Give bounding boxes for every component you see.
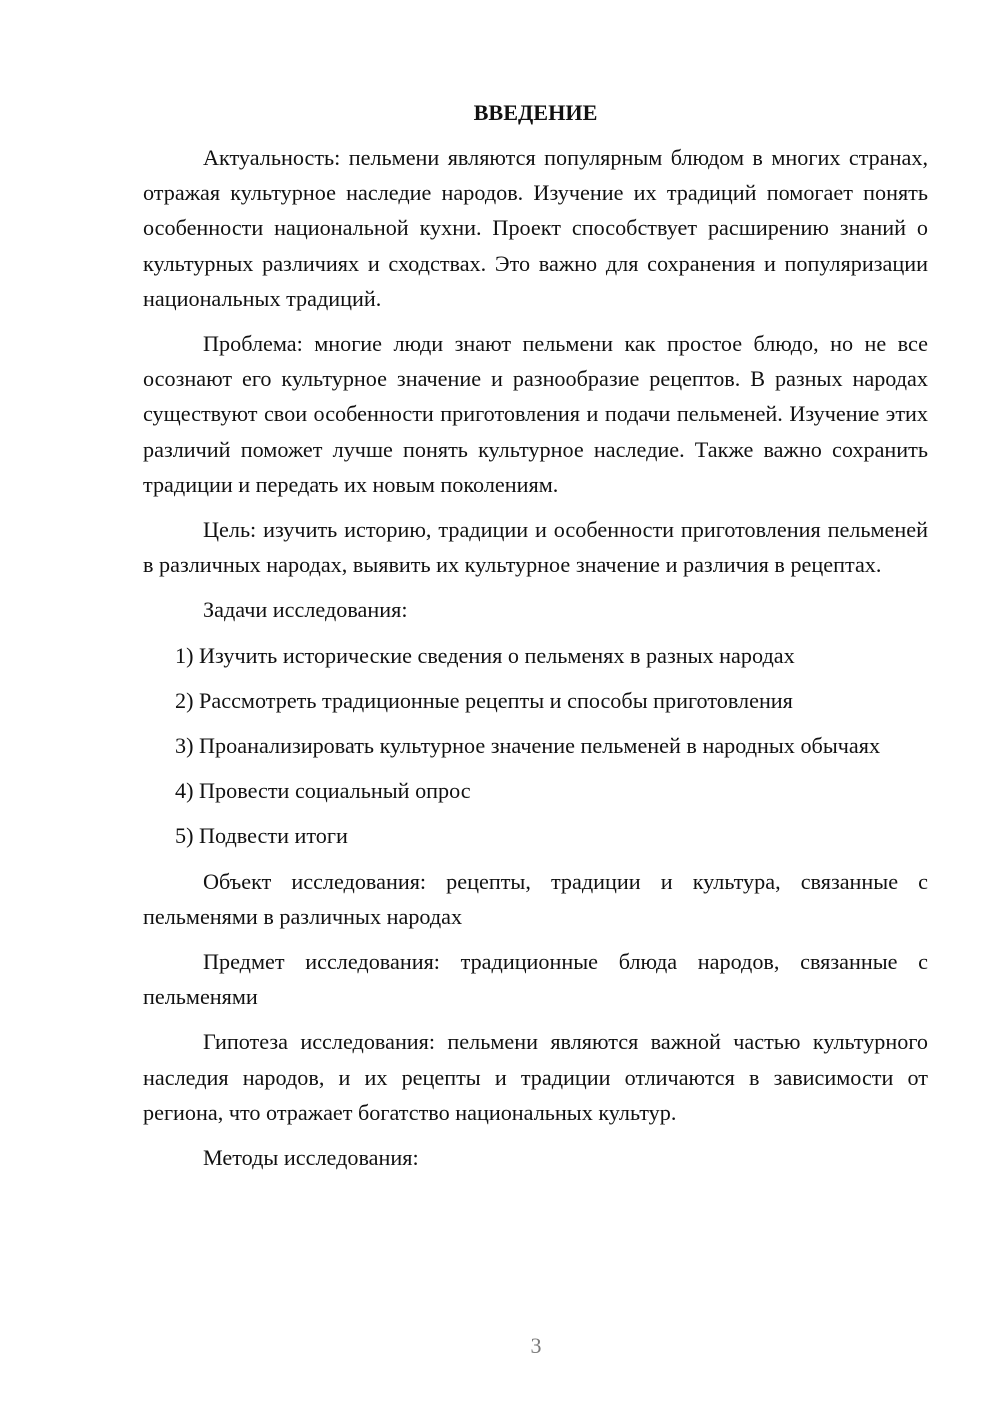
hypothesis-paragraph: Гипотеза исследования: пельмени являются важной частью культурного наследия народов, и их рецепты и традиции отличаются в зависимости от региона, что отражает богатство национальных культур. [143,1029,928,1125]
task-item-2: 2) Рассмотреть традиционные рецепты и способы приготовления [175,687,793,713]
page-title: ВВЕДЕНИЕ [473,100,598,125]
task-item-5: 5) Подвести итоги [175,823,348,849]
page-number: 3 [530,1333,542,1358]
relevance-paragraph: Актуальность: пельмени являются популярным блюдом в многих странах, отражая культурное наследие народов. Изучение их традиций помогает понять особенности национальной кухни. Проект способствует расширению знаний о культурных различиях и сходствах. Это важно для сохранения и популяризации национальных традиций. [143,145,928,311]
subject-paragraph: Предмет исследования: традиционные блюда народов, связанные с пельменями [143,949,928,1010]
task-item-4: 4) Провести социальный опрос [175,778,471,804]
task-item-3: 3) Проанализировать культурное значение пельменей в народных обычаях [175,733,881,759]
object-paragraph: Объект исследования: рецепты, традиции и культура, связанные с пельменями в различных народах [143,868,928,929]
task-item-1: 1) Изучить исторические сведения о пельменях в разных народах [175,642,795,668]
tasks-heading: Задачи исследования: [203,597,408,623]
page-content [143,95,928,1175]
methods-heading: Методы исследования: [203,1145,419,1171]
goal-paragraph: Цель: изучить историю, традиции и особенности приготовления пельменей в различных народах, выявить их культурное значение и различия в рецептах. [143,517,928,578]
problem-paragraph: Проблема: многие люди знают пельмени как простое блюдо, но не все осознают его культурное значение и разнообразие рецептов. В разных народах существуют свои особенности приготовления и подачи пельменей. Изучение этих различий поможет лучше понять культурное наследие. Также важно сохранить традиции и передать их новым поколениям. [143,331,928,497]
